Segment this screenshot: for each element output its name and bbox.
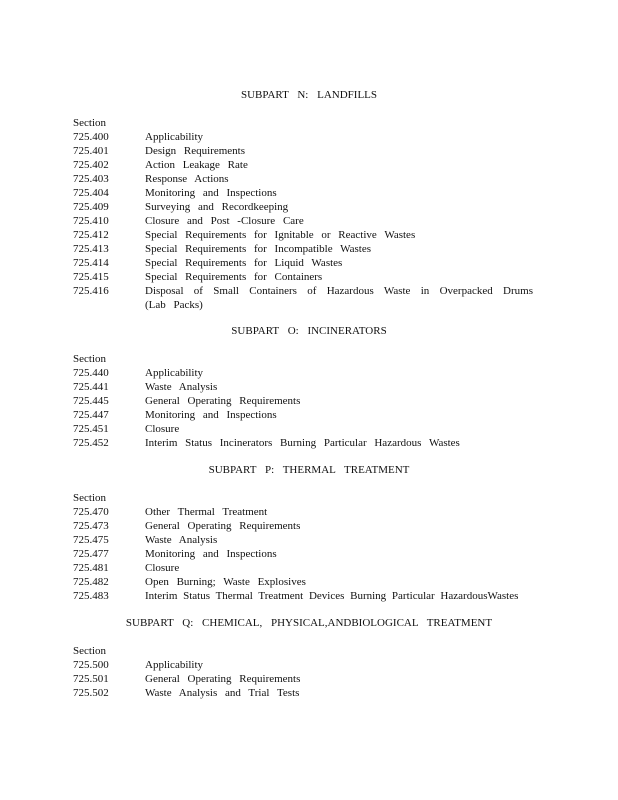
section-title: Waste Analysis: [145, 534, 218, 546]
section-title: General Operating Requirements: [145, 395, 301, 407]
section-number: 725.501: [73, 673, 109, 685]
section-number: 725.440: [73, 367, 109, 379]
section-number: 725.410: [73, 215, 109, 227]
list-item: [73, 658, 533, 672]
section-title: Open Burning; Waste Explosives: [145, 576, 306, 588]
section-title: Interim Status Incinerators Burning Particular Hazardous Wastes: [145, 437, 460, 449]
list-item: [73, 158, 533, 172]
section-number: 725.401: [73, 145, 109, 157]
section-number: 725.477: [73, 548, 109, 560]
list-item: [73, 284, 533, 312]
section-label: Section: [73, 492, 106, 504]
section-title: Closure: [145, 423, 180, 435]
list-item: [73, 547, 533, 561]
section-title: Special Requirements for Incompatible Wastes: [145, 243, 372, 255]
section-number: 725.482: [73, 576, 109, 588]
section-label: Section: [73, 117, 106, 129]
section-number: 725.409: [73, 201, 109, 213]
list-item: [73, 575, 533, 589]
section-title: Special Requirements for Liquid Wastes: [145, 257, 343, 269]
section-title: Surveying and Recordkeeping: [145, 201, 289, 213]
list-item: [73, 519, 533, 533]
subpart-o-section-list: [73, 352, 533, 450]
section-title: Monitoring and Inspections: [145, 409, 277, 421]
section-number: 725.483: [73, 590, 109, 602]
section-number: 725.414: [73, 257, 109, 269]
section-title: Other Thermal Treatment: [145, 506, 268, 518]
section-number: 725.412: [73, 229, 109, 241]
section-title: Closure and Post -Closure Care: [145, 215, 304, 227]
list-item: [73, 366, 533, 380]
list-item: [73, 130, 533, 144]
subpart-q-section-list: [73, 644, 533, 700]
list-item: [73, 672, 533, 686]
section-number: 725.413: [73, 243, 109, 255]
list-item: [73, 200, 533, 214]
list-item: [73, 436, 533, 450]
section-number: 725.402: [73, 159, 109, 171]
list-item: [73, 533, 533, 547]
section-number: 725.441: [73, 381, 109, 393]
list-item: [73, 505, 533, 519]
list-item: [73, 394, 533, 408]
section-title: Disposal of Small Containers of Hazardous Waste in Overpacked Drums (Lab Packs): [145, 285, 533, 311]
list-item: [73, 408, 533, 422]
section-label: Section: [73, 353, 106, 365]
section-title: Monitoring and Inspections: [145, 548, 277, 560]
section-number: 725.475: [73, 534, 109, 546]
section-title: Applicability: [145, 659, 204, 671]
list-item: [73, 270, 533, 284]
section-label: Section: [73, 645, 106, 657]
section-number: 725.502: [73, 687, 109, 699]
section-title: Design Requirements: [145, 145, 246, 157]
subpart-q-heading: SUBPART Q: CHEMICAL, PHYSICAL,ANDBIOLOGICAL TREATMENT: [125, 617, 493, 629]
subpart-n-section-list: [73, 116, 533, 312]
section-title: Applicability: [145, 367, 204, 379]
list-item: [73, 242, 533, 256]
section-title: Interim Status Thermal Treatment Devices Burning Particular HazardousWastes: [145, 590, 519, 602]
section-number: 725.481: [73, 562, 109, 574]
section-title: Closure: [145, 562, 180, 574]
section-number: 725.404: [73, 187, 109, 199]
section-title: Waste Analysis and Trial Tests: [145, 687, 300, 699]
list-item: [73, 186, 533, 200]
list-item: [73, 380, 533, 394]
section-number: 725.452: [73, 437, 109, 449]
subpart-o-heading: SUBPART O: INCINERATORS: [231, 325, 387, 337]
section-title: General Operating Requirements: [145, 673, 301, 685]
subpart-p-heading: SUBPART P: THERMAL TREATMENT: [208, 464, 410, 476]
list-item: [73, 172, 533, 186]
section-number: 725.451: [73, 423, 109, 435]
section-title: Action Leakage Rate: [145, 159, 248, 171]
section-title: Applicability: [145, 131, 204, 143]
list-item: [73, 561, 533, 575]
section-number: 725.400: [73, 131, 109, 143]
list-item: [73, 686, 533, 700]
section-title: Response Actions: [145, 173, 229, 185]
section-number: 725.470: [73, 506, 109, 518]
list-item: [73, 256, 533, 270]
section-title: Special Requirements for Ignitable or Reactive Wastes: [145, 229, 416, 241]
list-item: [73, 144, 533, 158]
subpart-p-section-list: [73, 491, 533, 603]
section-number: 725.416: [73, 285, 109, 297]
section-number: 725.500: [73, 659, 109, 671]
section-title: Special Requirements for Containers: [145, 271, 323, 283]
list-item: [73, 422, 533, 436]
section-number: 725.473: [73, 520, 109, 532]
subpart-n-heading: SUBPART N: LANDFILLS: [240, 89, 378, 101]
section-number: 725.447: [73, 409, 109, 421]
list-item: [73, 214, 533, 228]
section-number: 725.445: [73, 395, 109, 407]
section-title: Monitoring and Inspections: [145, 187, 277, 199]
section-title: Waste Analysis: [145, 381, 218, 393]
section-title: General Operating Requirements: [145, 520, 301, 532]
section-number: 725.415: [73, 271, 109, 283]
list-item: [73, 228, 533, 242]
section-number: 725.403: [73, 173, 109, 185]
list-item: [73, 589, 533, 603]
